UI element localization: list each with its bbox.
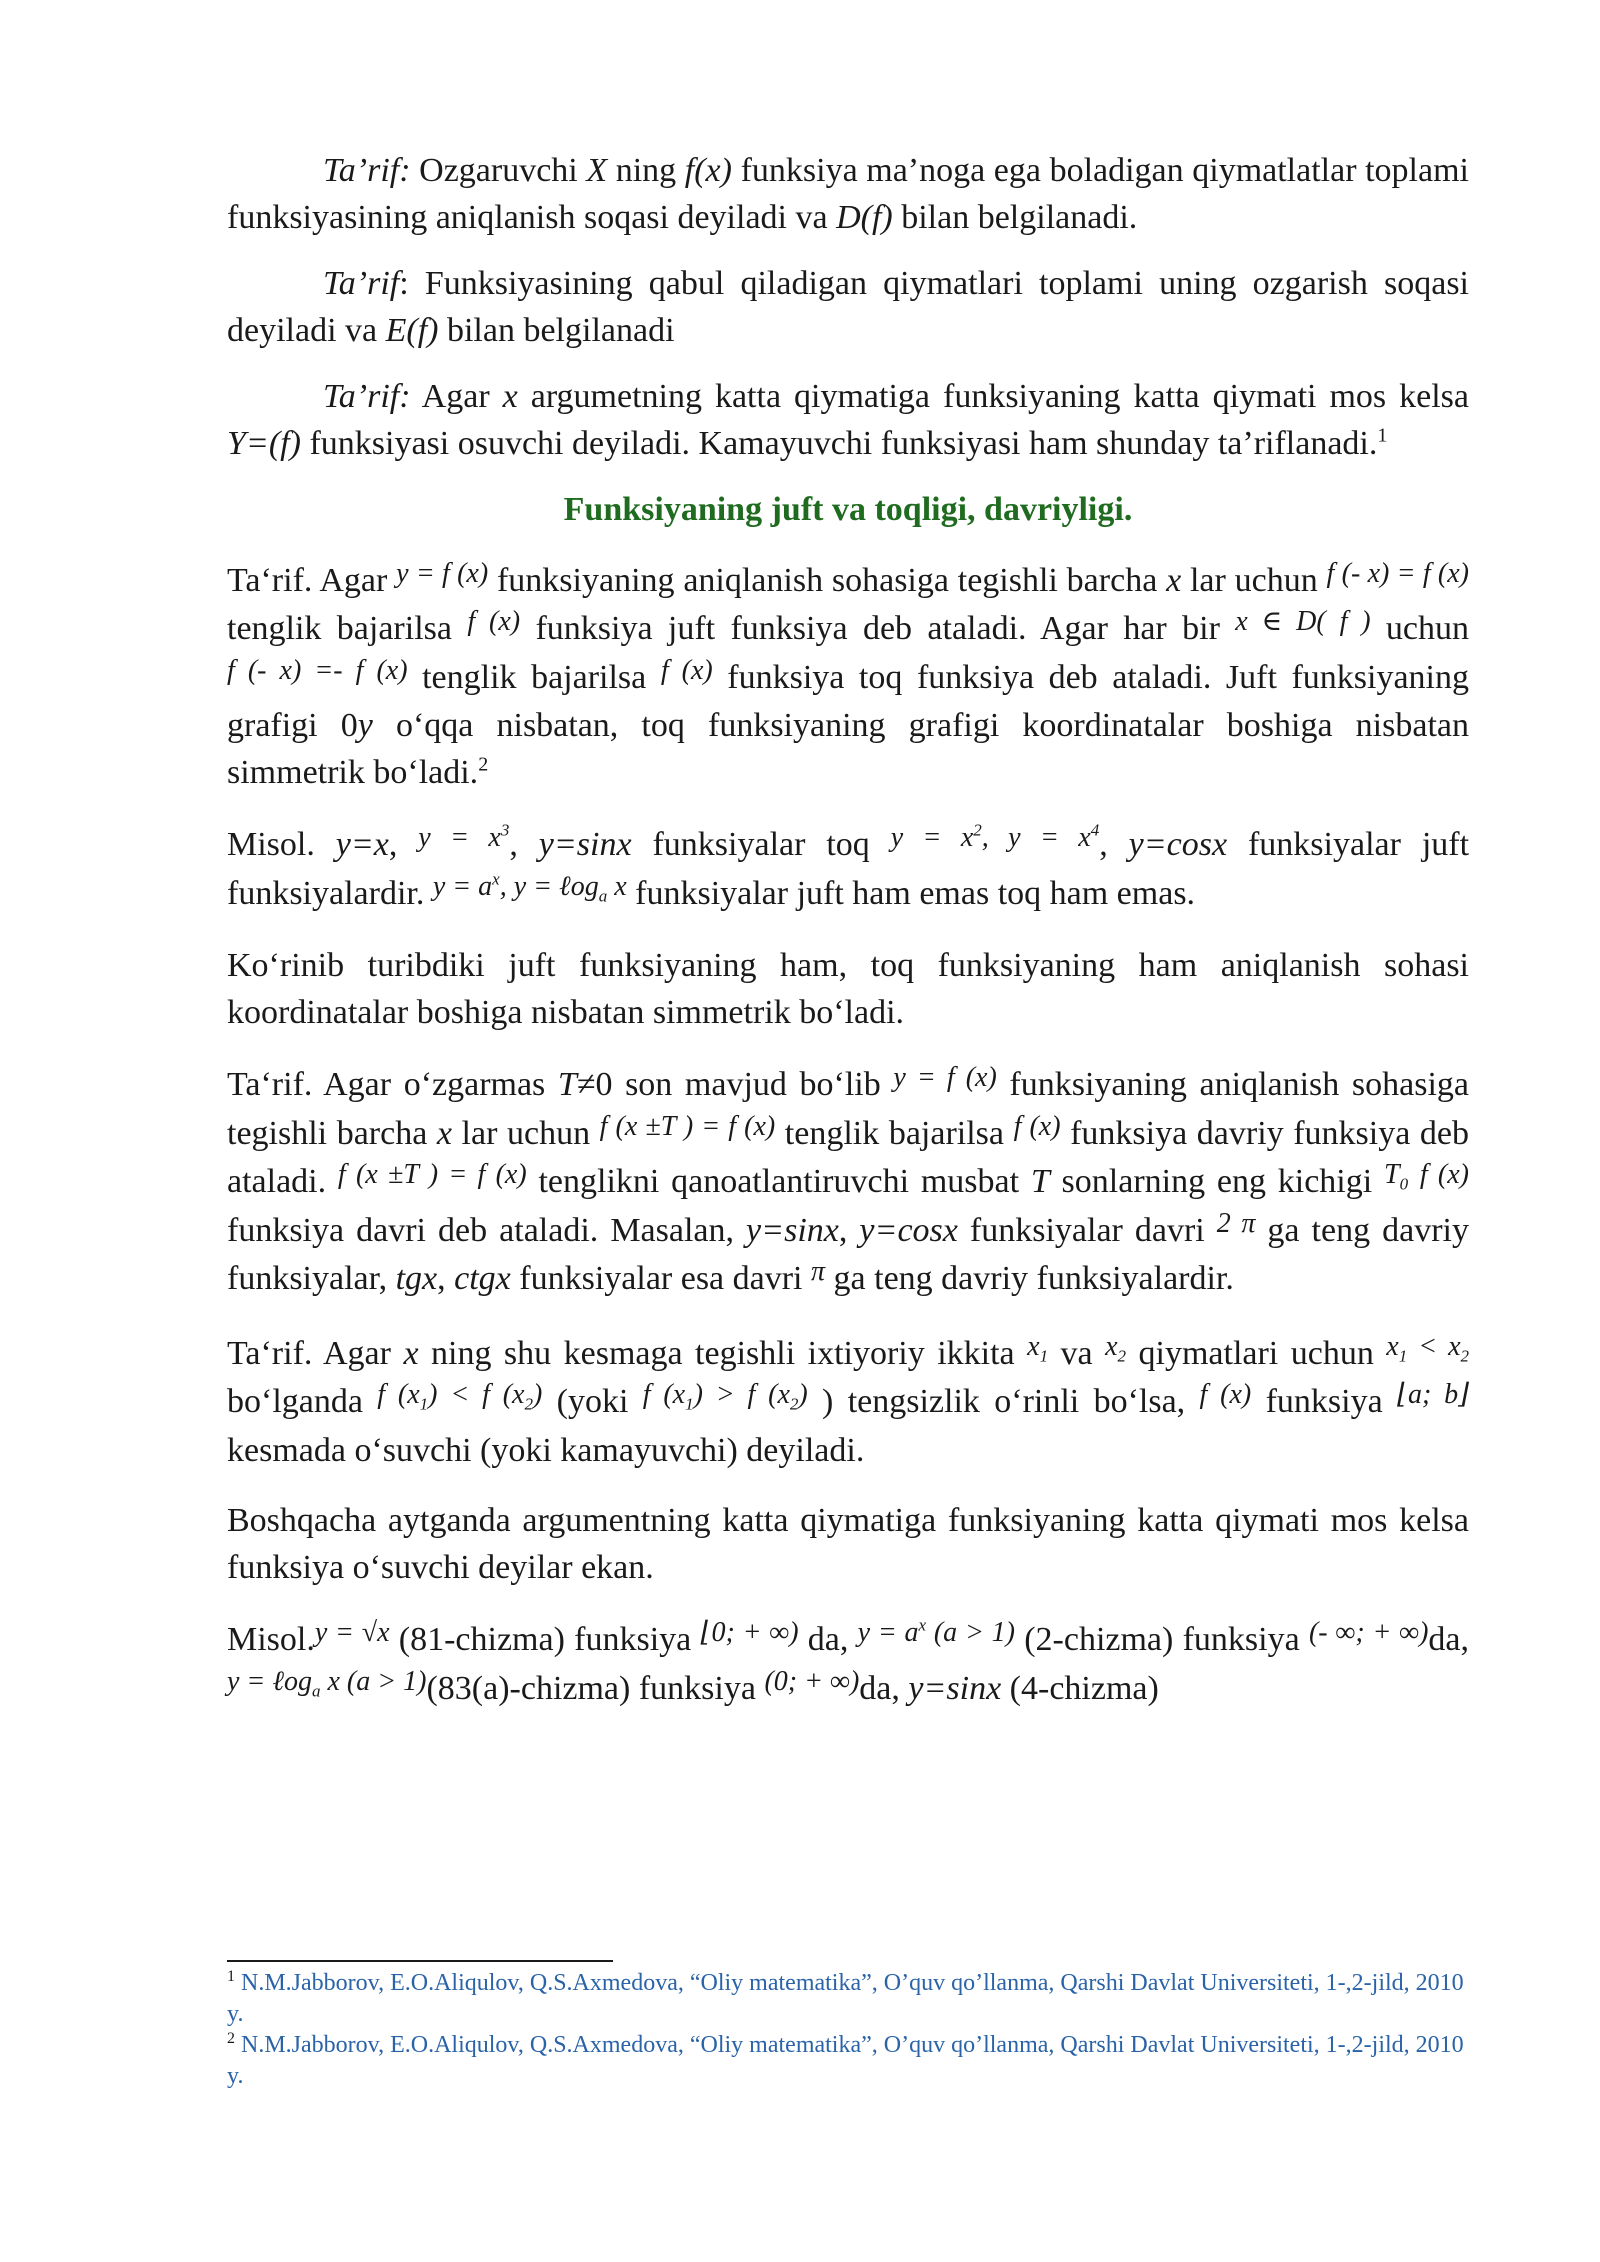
section-heading: Funksiyaning juft va toqligi, davriyligi.: [563, 491, 1133, 528]
paragraph-definition-monotonic: Ta‘rif. Agar x ning shu kesmaga tegishli ixtiyoriy ikkita $^{x_1}$ va $^{x_2}$ qiymatlari uchun $^{x_1 < x_2}$ bo‘lganda $^{f (x_1) < f (x_2)}$ (yoki $^{f (x_1) > f (x_2)}$ ) tengsizlik o‘rinli bo‘lsa, $^{f (x)}$ funksiya $^{⌊a; b⌋}$ kesmada o‘suvchi (yoki kamayuvchi) deyiladi.: [227, 1330, 1470, 1469]
paragraph-definition-periodic: Ta‘rif. Agar o‘zgarmas T≠0 son mavjud bo‘lib $^{y = f (x)}$ funksiyaning aniqlanish sohasiga tegishli barcha x lar uchun $^{f (x \pm T ) = f (x)}$ tenglik bajarilsa $^{f (x)}$ funksiya davriy funksiya deb ataladi. $^{f (x \pm T ) = f (x)}$ tenglikni qanoatlantiruvchi musbat T sonlarning eng kichigi $^{T_0}$ $^{f (x)}$ funksiya davri deb ataladi. Masalan, y=sinx, y=cosx funksiyalar davri $^{2 \pi}$ ga teng davriy funksiyalar, tgx, ctgx funksiyalar esa davri $^\pi$ ga teng davriy funksiyalardir.: [227, 1062, 1470, 1297]
footnote-2-text: N.M.Jabborov, E.O.Aliqulov, Q.S.Axmedova, “Oliy matematika”, O’quv qo’llanma, Qarshi Davlat Universiteti, 1-,2-jild, 2010 y.: [227, 2032, 1464, 2089]
paragraph-definition-range: Ta’rif: Funksiyasining qabul qiladigan qiymatlari toplami uning ozgarish soqasi deyiladi va E(f) bilan belgilanadi: [227, 265, 1469, 349]
paragraph-increasing-note: Boshqacha aytganda argumentning katta qiymatiga funksiyaning katta qiymati mos kelsa funksiya o‘suvchi deyilar ekan.: [227, 1502, 1469, 1586]
footnotes: [227, 1968, 1471, 2092]
footnote-2: $^2$ N.M.Jabborov, E.O.Aliqulov, Q.S.Axmedova, “Oliy matematika”, O’quv qo’llanma, Qarshi Davlat Universiteti, 1-,2-jild, 2010 y.: [227, 2030, 1464, 2089]
paragraph-definition-even-odd: Ta‘rif. Agar $^{y = f (x)}$ funksiyaning aniqlanish sohasiga tegishli barcha x lar uchun $^{f (- x) = f (x)}$ tenglik bajarilsa $^{f (x)}$ funksiya juft funksiya deb ataladi. Agar har bir $^{x \in D( f )}$ uchun $^{f (- x) =- f (x)}$ tenglik bajarilsa $^{f (x)}$ funksiya toq funksiya deb ataladi. Juft funksiyaning grafigi 0y o‘qqa nisbatan, toq funksiyaning grafigi koordinatalar boshiga nisbatan simmetrik bo‘ladi.$^2$: [227, 557, 1470, 791]
footnote-ref-1[interactable]: 1: [1377, 424, 1388, 447]
paragraph-symmetry-note: Ko‘rinib turibdiki juft funksiyaning ham, toq funksiyaning ham aniqlanish sohasi koordinatalar boshiga nisbatan simmetrik bo‘ladi.: [227, 947, 1469, 1031]
footnote-separator: [227, 1960, 613, 1962]
paragraph-definition-domain: Ta’rif: Ozgaruvchi X ning f(x) funksiya ma’noga ega boladigan qiymatlatlar toplami funksiyasining aniqlanish soqasi deyiladi va D(f) bilan belgilanadi.: [227, 152, 1469, 236]
paragraph-definition-increasing: Ta’rif: Agar x argumetning katta qiymatiga funksiyaning katta qiymati mos kelsa Y=(f) funksiyasi osuvchi deyiladi. Kamayuvchi funksiyasi ham shunday ta’riflanadi.$^1$: [227, 378, 1470, 462]
footnote-ref-2[interactable]: 2: [478, 753, 489, 776]
footnote-1: $^1$ N.M.Jabborov, E.O.Aliqulov, Q.S.Axmedova, “Oliy matematika”, O’quv qo’llanma, Qarshi Davlat Universiteti, 1-,2-jild, 2010 y.: [227, 1968, 1464, 2027]
footnote-1-text: N.M.Jabborov, E.O.Aliqulov, Q.S.Axmedova, “Oliy matematika”, O’quv qo’llanma, Qarshi Davlat Universiteti, 1-,2-jild, 2010 y.: [227, 1970, 1464, 2027]
document-body: [227, 148, 1469, 1714]
paragraph-example-increasing: Misol.$^{y = √x}$ (81-chizma) funksiya $^{⌊0; + \infty)}$ da, $^{y = a^x (a > 1)}$ (2-chizma) funksiya (- ∞; + ∞)da, $^{y = \ell og_a x (a > 1)}$(83(a)-chizma) funksiya $^{(0; + \infty)}$da, y=sinx (4-chizma): [227, 1615, 1469, 1707]
paragraph-example-even-odd: Misol. y=x, $^{y = x^3}$, y=sinx funksiyalar toq $^{y = x^2, y = x^4}$, y=cosx funksiyalar juft funksiyalardir. $^{y = a^x, y = \ell og_a x}$ funksiyalar juft ham emas toq ham emas.: [227, 820, 1470, 912]
